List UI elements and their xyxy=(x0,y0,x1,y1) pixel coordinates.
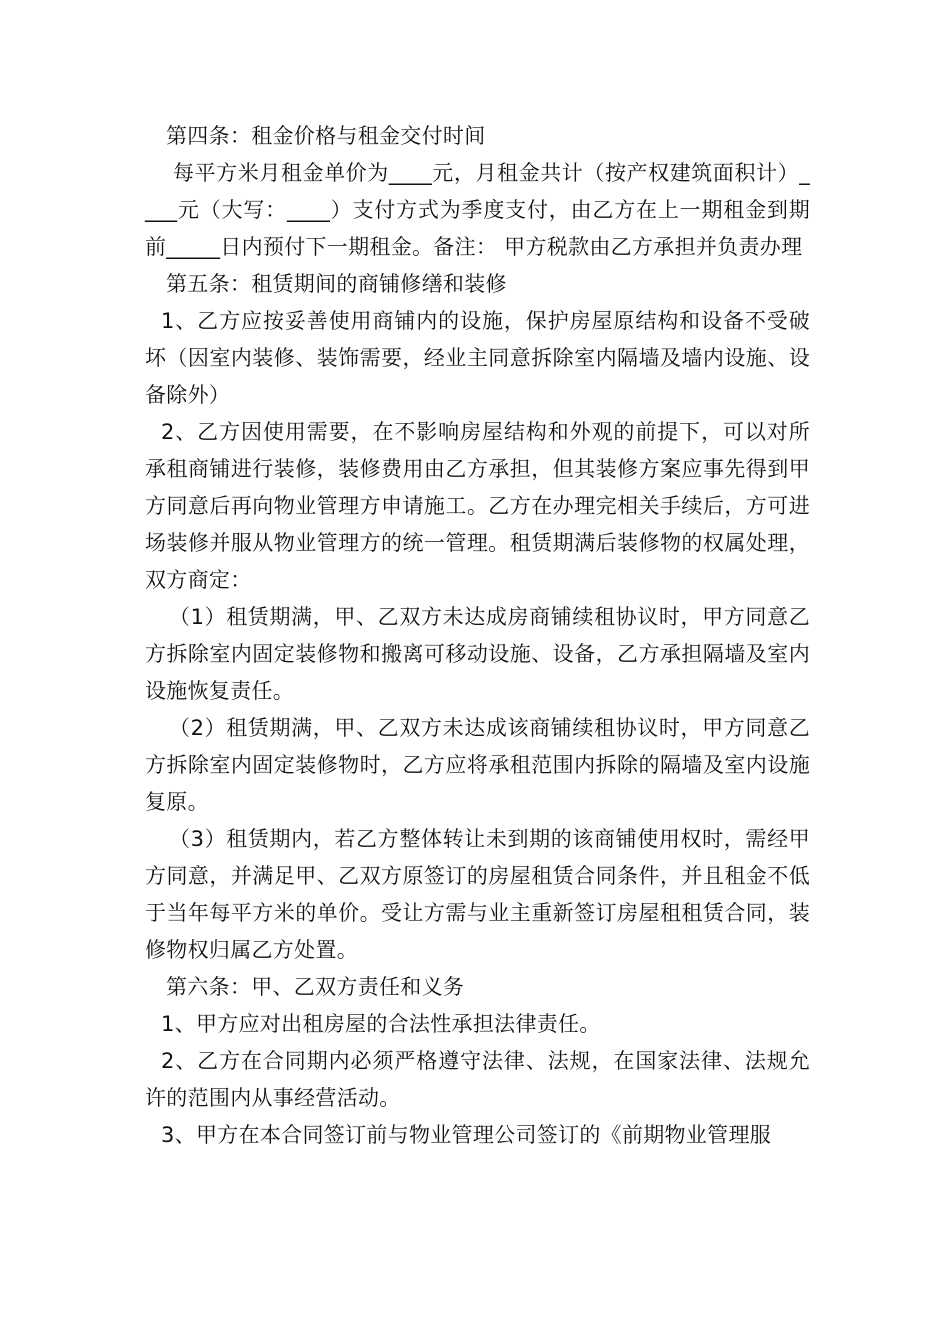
article-5-item-1: 1、乙方应按妥善使用商铺内的设施，保护房屋原结构和设备不受破坏（因室内装修、装饰需要，经业主同意拆除室内隔墙及墙内设施、设备除外） xyxy=(145,309,810,407)
article-4-title: 第四条：租金价格与租金交付时间 xyxy=(166,124,486,148)
article-5-sub-item-3: （3）租赁期内，若乙方整体转让未到期的该商铺使用权时，需经甲方同意，并满足甲、乙双方原签订的房屋租赁合同条件，并且租金不低于当年每平方米的单价。受让方需与业主重新签订房屋租租赁合同，装修物权归属乙方处置。 xyxy=(145,827,810,962)
article-5-title: 第五条：租赁期间的商铺修缮和装修 xyxy=(166,272,507,296)
article-6-item-1: 1、甲方应对出租房屋的合法性承担法律责任。 xyxy=(161,1012,601,1036)
document-page xyxy=(145,118,810,1154)
article-6-title: 第六条：甲、乙双方责任和义务 xyxy=(166,975,465,999)
article-6-item-3: 3、甲方在本合同签订前与物业管理公司签订的《前期物业管理服 xyxy=(161,1123,772,1147)
article-6-item-2: 2、乙方在合同期内必须严格遵守法律、法规，在国家法律、法规允许的范围内从事经营活动。 xyxy=(145,1049,810,1110)
article-5-item-2: 2、乙方因使用需要，在不影响房屋结构和外观的前提下，可以对所承租商铺进行装修，装修费用由乙方承担，但其装修方案应事先得到甲方同意后再向物业管理方申请施工。乙方在办理完相关手续后，方可进场装修并服从物业管理方的统一管理。租赁期满后装修物的权属处理，双方商定： xyxy=(145,420,810,592)
article-5-sub-item-2: （2）租赁期满，甲、乙双方未达成该商铺续租协议时，甲方同意乙方拆除室内固定装修物时，乙方应将承租范围内拆除的隔墙及室内设施复原。 xyxy=(145,716,810,814)
article-4-body: 每平方米月租金单价为____元，月租金共计（按产权建筑面积计）____元（大写：____）支付方式为季度支付，由乙方在上一期租金到期前_____日内预付下一期租金。备注： 甲方税款由乙方承担并负责办理 xyxy=(145,161,810,259)
article-5-sub-item-1: （1）租赁期满，甲、乙双方未达成房商铺续租协议时，甲方同意乙方拆除室内固定装修物和搬离可移动设施、设备，乙方承担隔墙及室内设施恢复责任。 xyxy=(145,605,810,703)
